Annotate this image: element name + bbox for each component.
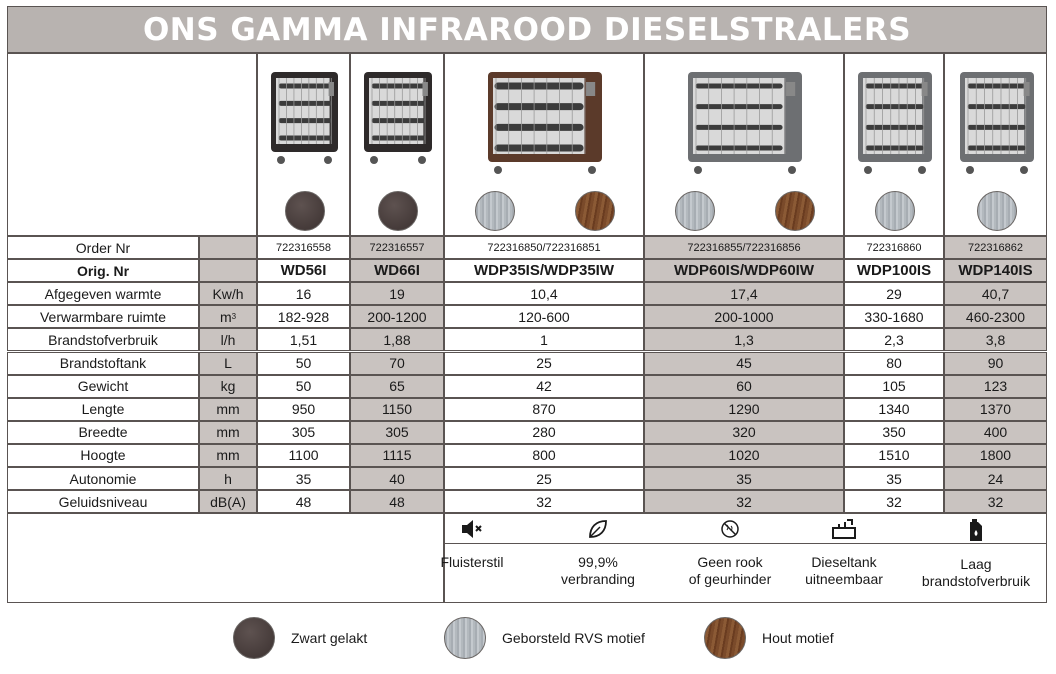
speaker-mute-icon <box>407 518 537 544</box>
model-header-cell <box>644 53 844 236</box>
swatch-black <box>285 191 325 231</box>
order-number: 722316855/722316856 <box>644 236 844 259</box>
order-number: 722316862 <box>944 236 1047 259</box>
spec-value: 32 <box>944 490 1047 513</box>
heater-photo <box>356 62 440 175</box>
model-name: WDP100IS <box>844 259 944 282</box>
spec-value: 460-2300 <box>944 305 1047 328</box>
feature-label: Fluisterstil <box>440 554 504 571</box>
spec-value: 32 <box>644 490 844 513</box>
spec-value: 40,7 <box>944 282 1047 305</box>
feature-label: verbranding <box>561 571 635 588</box>
feature-item <box>911 518 1041 590</box>
model-header-cell <box>350 53 444 236</box>
unit-cell: h <box>199 467 257 490</box>
model-name: WD66I <box>350 259 444 282</box>
feature-label: Dieseltank <box>811 554 877 571</box>
legend-label: Zwart gelakt <box>291 630 368 646</box>
spec-value: 50 <box>257 352 350 375</box>
spec-value: 32 <box>844 490 944 513</box>
spec-value: 330-1680 <box>844 305 944 328</box>
spec-value: 1020 <box>644 444 844 467</box>
spec-value: 60 <box>644 375 844 398</box>
order-number: 722316860 <box>844 236 944 259</box>
row-label: Brandstoftank <box>7 352 199 375</box>
swatch-wood <box>775 191 815 231</box>
feature-label: Geen rook <box>697 554 763 571</box>
swatch-steel <box>977 191 1017 231</box>
spec-value: 25 <box>444 352 644 375</box>
feature-label: uitneembaar <box>805 571 883 588</box>
feature-label: Laag <box>960 556 992 573</box>
model-header-cell <box>944 53 1047 236</box>
spec-value: 35 <box>257 467 350 490</box>
feature-item <box>665 518 795 588</box>
spec-value: 1150 <box>350 398 444 421</box>
spec-value: 200-1200 <box>350 305 444 328</box>
model-header-cell <box>444 53 644 236</box>
spec-value: 29 <box>844 282 944 305</box>
unit-cell: mm <box>199 421 257 444</box>
spec-value: 950 <box>257 398 350 421</box>
spec-value: 1,88 <box>350 328 444 351</box>
spec-value: 32 <box>444 490 644 513</box>
spec-table <box>7 53 1047 603</box>
leaf-icon <box>533 518 663 544</box>
spec-value: 3,8 <box>944 328 1047 351</box>
spec-value: 70 <box>350 352 444 375</box>
spec-value: 1290 <box>644 398 844 421</box>
title-banner <box>7 6 1047 53</box>
model-name: WDP35IS/WDP35IW <box>444 259 644 282</box>
row-label: Order Nr <box>7 236 199 259</box>
heater-photo <box>680 62 810 185</box>
feature-item <box>407 518 537 571</box>
swatch-black <box>378 191 418 231</box>
heater-photo <box>952 62 1042 185</box>
spec-value: 280 <box>444 421 644 444</box>
spec-value: 48 <box>257 490 350 513</box>
spec-value: 16 <box>257 282 350 305</box>
spec-value: 1340 <box>844 398 944 421</box>
heater-photo <box>263 62 346 175</box>
row-label: Afgegeven warmte <box>7 282 199 305</box>
spec-value: 105 <box>844 375 944 398</box>
spec-value: 305 <box>350 421 444 444</box>
unit-cell: Kw/h <box>199 282 257 305</box>
spec-value: 1370 <box>944 398 1047 421</box>
page-title: ONS GAMMA INFRAROOD DIESELSTRALERS <box>142 11 912 48</box>
spec-value: 320 <box>644 421 844 444</box>
spec-value: 120-600 <box>444 305 644 328</box>
unit-cell <box>199 236 257 259</box>
spec-value: 2,3 <box>844 328 944 351</box>
order-number: 722316558 <box>257 236 350 259</box>
spec-value: 400 <box>944 421 1047 444</box>
spec-value: 1510 <box>844 444 944 467</box>
unit-cell: m 3 <box>199 305 257 328</box>
unit-cell: dB(A) <box>199 490 257 513</box>
feature-label: 99,9% <box>578 554 618 571</box>
legend-label: Geborsteld RVS motief <box>502 630 645 646</box>
spec-value: 17,4 <box>644 282 844 305</box>
spec-value: 350 <box>844 421 944 444</box>
model-header-cell <box>844 53 944 236</box>
no-smoke-icon <box>665 518 795 544</box>
spec-value: 200-1000 <box>644 305 844 328</box>
spec-value: 305 <box>257 421 350 444</box>
row-label: Geluidsniveau <box>7 490 199 513</box>
header-blank-cell <box>7 53 257 236</box>
row-label: Verwarmbare ruimte <box>7 305 199 328</box>
order-number: 722316557 <box>350 236 444 259</box>
feature-item <box>779 518 909 588</box>
swatch-steel <box>875 191 915 231</box>
spec-value: 10,4 <box>444 282 644 305</box>
model-header-cell <box>257 53 350 236</box>
features-blank-cell <box>7 513 444 603</box>
row-label: Hoogte <box>7 444 199 467</box>
spec-value: 24 <box>944 467 1047 490</box>
spec-value: 1 <box>444 328 644 351</box>
unit-cell: mm <box>199 398 257 421</box>
row-label: Breedte <box>7 421 199 444</box>
unit-cell: mm <box>199 444 257 467</box>
spec-value: 1115 <box>350 444 444 467</box>
swatch-steel <box>475 191 515 231</box>
feature-item <box>533 518 663 588</box>
spec-value: 35 <box>644 467 844 490</box>
row-label: Brandstofverbruik <box>7 328 199 351</box>
legend-swatch-steel <box>444 617 486 659</box>
order-number: 722316850/722316851 <box>444 236 644 259</box>
feature-label: brandstofverbruik <box>921 573 1031 590</box>
feature-label: of geurhinder <box>688 571 772 588</box>
fuel-can-icon <box>911 518 1041 546</box>
spec-value: 80 <box>844 352 944 375</box>
spec-value: 800 <box>444 444 644 467</box>
tank-removable-icon <box>779 518 909 544</box>
spec-value: 123 <box>944 375 1047 398</box>
spec-value: 1800 <box>944 444 1047 467</box>
swatch-steel <box>675 191 715 231</box>
spec-value: 35 <box>844 467 944 490</box>
row-label: Gewicht <box>7 375 199 398</box>
spec-value: 50 <box>257 375 350 398</box>
model-name: WD56I <box>257 259 350 282</box>
row-label: Lengte <box>7 398 199 421</box>
row-label: Autonomie <box>7 467 199 490</box>
spec-value: 48 <box>350 490 444 513</box>
spec-value: 40 <box>350 467 444 490</box>
model-name: WDP140IS <box>944 259 1047 282</box>
unit-cell: L <box>199 352 257 375</box>
swatch-wood <box>575 191 615 231</box>
unit-cell: kg <box>199 375 257 398</box>
spec-value: 1100 <box>257 444 350 467</box>
spec-value: 1,51 <box>257 328 350 351</box>
model-name: WDP60IS/WDP60IW <box>644 259 844 282</box>
legend-swatch-black <box>233 617 275 659</box>
spec-value: 182-928 <box>257 305 350 328</box>
heater-photo <box>850 62 940 185</box>
row-label: Orig. Nr <box>7 259 199 282</box>
spec-value: 19 <box>350 282 444 305</box>
spec-value: 1,3 <box>644 328 844 351</box>
spec-value: 45 <box>644 352 844 375</box>
legend-swatch-wood <box>704 617 746 659</box>
spec-value: 90 <box>944 352 1047 375</box>
spec-value: 42 <box>444 375 644 398</box>
heater-photo <box>480 62 610 185</box>
spec-value: 25 <box>444 467 644 490</box>
unit-cell: l/h <box>199 328 257 351</box>
spec-value: 65 <box>350 375 444 398</box>
legend-label: Hout motief <box>762 630 834 646</box>
unit-cell <box>199 259 257 282</box>
spec-value: 870 <box>444 398 644 421</box>
